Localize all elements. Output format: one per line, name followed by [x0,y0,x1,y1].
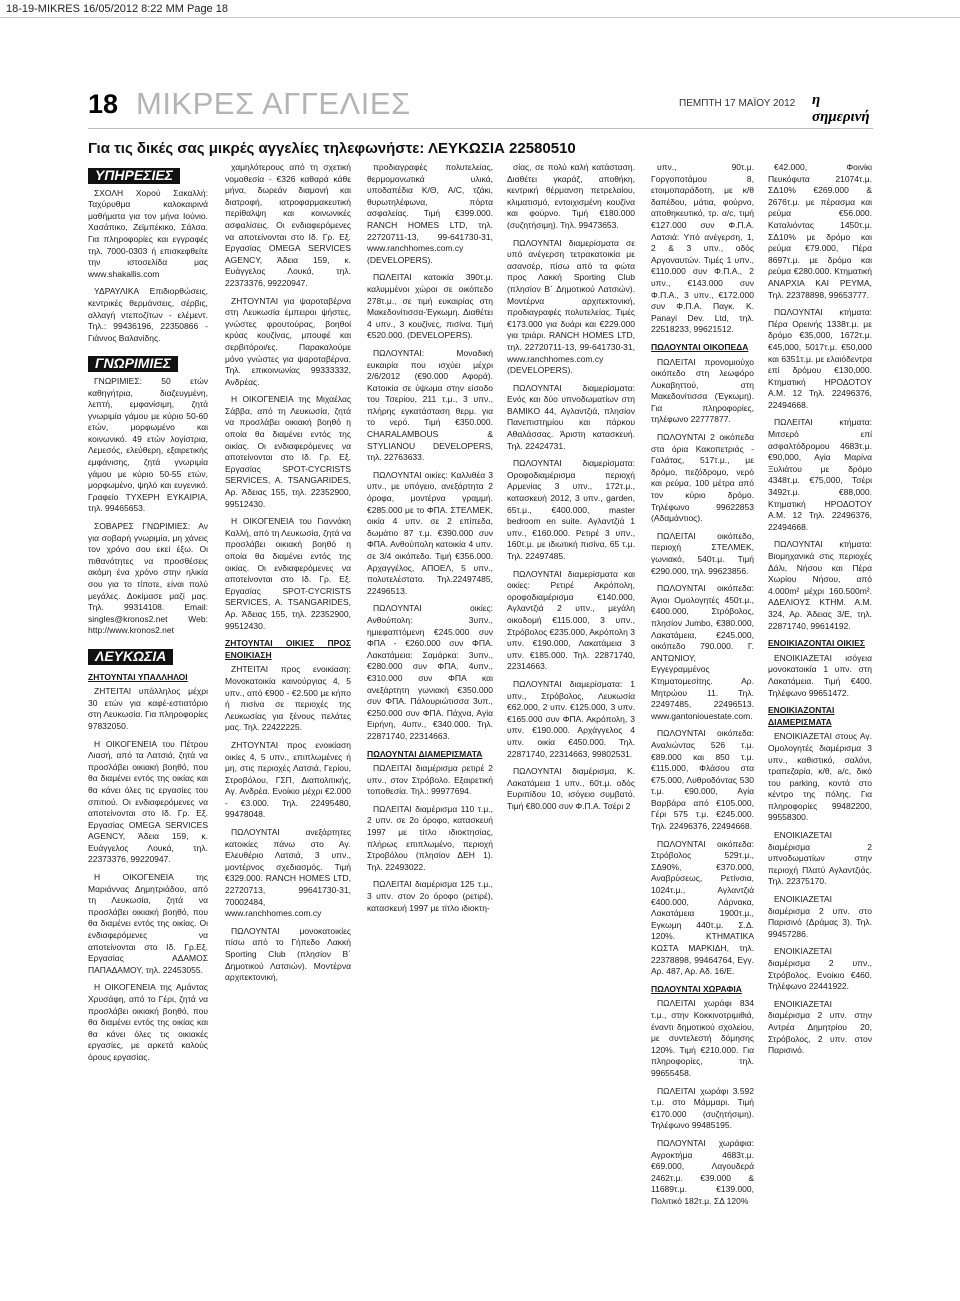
ad: ΠΩΛΟΥΝΤΑΙ μονοκατοικίες πίσω από το Γήπεδο Λακκή Sporting Club (πλησίον Β΄ Δημοτικού Λατσιών). Μοντέρνα αρχιτεκτονική, [225,925,351,983]
pdf-header: 18-19-MIKRES 16/05/2012 8:22 MM Page 18 [0,0,960,18]
ad: ΠΩΛΟΥΝΤΑΙ διαμερίσματα: 1 υπν., Στρόβολος, Λευκωσία €62.000, 2 υπν. €125.000, 3 υπν. €165.000 συν ΦΠΑ. Ακρόπολη, 3 υπν. €190.000. Αρχάγγελος 4 υπν. οικία €450.000. Τηλ. 22871740, 22314663, 99802531. [507,678,635,759]
section-title: ΜΙΚΡΕΣ ΑΓΓΕΛΙΕΣ [136,86,411,121]
ad: ΕΝΟΙΚΙΑΖΕΤΑΙ διαμέρισμα 2 υπνοδωματίων στην περιοχή Πλατύ Αγλαντζιάς. Τηλ. 22375170. [768,830,872,887]
ad: ΠΩΛΟΥΝΤΑΙ διαμέρισμα, Κ. Λακατάμεια 1 υπν., 60τ.μ. οδός Ευριπίδου 10, ισόγειο συμβατό. Τιμή €80.000 συν Φ.Π.Α. Τσέρι 2 [507,766,635,811]
column-2 [225,162,351,1297]
subcategory-houses-for-rent-wanted: ΖΗΤΟΥΝΤΑΙ ΟΙΚΙΕΣ ΠΡΟΣ ΕΝΟΙΚΙΑΣΗ [225,638,351,660]
ad: ΠΩΛΕΙΤΑΙ κατοικία 390τ.μ. καλυμμένοι χώροι σε οικόπεδο 278τ.μ., σε τιμή ευκαιρίας στη Μακεδονίτισσα-Έγκωμη. Διαθέτει 4 υπν., 3 κουζίνες, πισίνα. Τιμή €520.000. (DEVELOPERS). [367,272,493,341]
column-5 [651,162,754,1297]
ad: προδιαγραφές πολυτελείας, θερμομονωτικά υλικά, υποδαπέδια Κ/Θ, A/C, τζάκι, θυρωτηλέφωνα, πόρτα ασφαλείας. Τιμή €399.000. RANCH HOMES LTD, τηλ. 22720711-13, 99-641730-31, www.ranchhomes.com.cy (DEVELOPERS). [367,162,493,265]
ad: ΠΩΛΟΥΝΤΑΙ χωράφια: Αγροκτήμα 4683τ.μ. €69.000, Λαγουδερά 2462τ.μ. €39.000 & 11689τ.μ. €139.000, Πολιτικό 182τ.μ. ΣΔ 120% [651,1137,754,1206]
ad: ΠΩΛΟΥΝΤΑΙ διαμερίσματα σε υπό ανέγερση τετρακατοικία με ασανσέρ, πίσω από τα φώτα προς Λακκή Sporting Club (πλησίον Β΄ Δημοτικού Λατσιών). Μοντέρνα αρχιτεκτονική, προδιαγραφές πολυτελείας. Τιμές €173.000 για δυάρι και €229.000 για τριάρι. RANCH HOMES LTD, τηλ. 22720711-13, 99-641730-31, www.ranchhomes.com.cy (DEVELOPERS). [507,237,635,376]
column-1 [88,162,208,1297]
ad: ΠΩΛΟΥΝΤΑΙ διαμερίσματα και οικίες: Ρετιρέ Ακρόπολη, ορoφοδιαμέρισμα €140.000, Αγλαντζιά 2 υπν., μεγάλη οικοδομή €115.000, 3 υπν., Στρόβολος €235.000, Ακρόπολη 3 υπν. €190.000, Λακατάμεια 3 υπν. €185.000. Τηλ. 22871740, 22314663. [507,568,635,672]
phone-banner: Για τις δικές σας μικρές αγγελίες τηλεφωνήστε: ΛΕΥΚΩΣΙΑ 22580510 [88,140,576,157]
category-nicosia: ΛΕΥΚΩΣΙΑ [88,649,173,665]
ad: ΠΩΛΕΙΤΑΙ διαμέρισμα 110 τ.μ., 2 υπν. σε 2ο όροφο, κατασκευή 1997 με τίτλο ιδιοκτησίας, πλήρως επιπλωμένο, περιοχή Στροβόλου (πλησίον ΔΕΗ 1). Τηλ. 22493022. [367,803,493,872]
category-acquaintances: ΓΝΩΡΙΜΙΕΣ [88,356,178,372]
ad: ΠΩΛΕΙΤΑΙ κτήματα: Μιτσερό επί ασφαλτόδρομου 4683τ.μ. €90,000, Αγία Μαρίνα Ξυλιάτου με δρόμο 4348τ.μ. €75,000, Τσέρι 3492τ.μ. €88,000. Κτηματική ΗΡΟΔΟΤΟΥ Α.Μ. 12 Τηλ. 22496376, 22494668. [768,417,872,532]
ad: ΖΗΤΕΙΤΑΙ υπάλληλος μέχρι 30 ετών για καφέ-εστιατόριο στη Λευκωσία. Για πληροφορίες 97832050. [88,686,208,731]
ad: ΖΗΤΟΥΝΤΑΙ προς ενοικίαση οικίες 4, 5 υπν., επιπλωμένες ή μη, στις περιοχές Λατσιά, Γερίου, Στροβόλου, ΓΣΠ, Διαπολιτικής, Αγ. Ανδρέα. Ενοίκιο μέχρι €2.000 - €3.000. Τηλ. 22495480, 99478048. [225,739,351,820]
ad: Η ΟΙΚΟΓΕΝΕΙΑ του Γιαννάκη Καλλή, από τη Λευκωσία, ζητά να προσλάβει οικιακή βοηθό η οποία θα διαμένει εντός της οικίας. Οι ενδιαφερόμενες να αποτείνονται στο Ιδ. Γρ. Εξ. Εργασίας SPOT-CYCRISTS SERVICES, A. TSANGARIDES, Αρ. Άδειας 155, τηλ. 22352900, 99512430. [225,516,351,631]
ad: ΠΩΛΕΙΤΑΙ οικόπεδο, περιοχή ΣΤΕΛΜΕΚ, γωνιακό, 540τ.μ. Τιμή €290.000, τηλ. 99623856. [651,530,754,576]
ad: ΠΩΛΟΥΝΤΑΙ οικόπεδα: Αναλιώντας 526 τ.μ. €89.000 και 850 τ.μ. €115.000, Φλάσου στα €75.000, Λυθροδόντας 530 τ.μ. €90.000, Αγία Βαρβάρα από €105.000, Γέρι 575 τ.μ. €245.000. Τηλ. 22496376, 22494668. [651,728,754,832]
subcategory-staff-wanted: ΖΗΤΟΥΝΤΑΙ ΥΠΑΛΛΗΛΟΙ [88,671,188,682]
ad: Η ΟΙΚΟΓΕΝΕΙΑ του Πέτρου Λιασή, από τα Λατσιά, ζητά να προσλάβει οικιακή βοηθό, που θα διαμένει εντός της οικίας και θα κάνει όλες τις εργασίες του σπιτιού. Οι ενδιαφερόμενες να αποτείνονται στο Ιδ. Γρ. Εξ. Εργασίας OMEGA SERVICES AGENCY, Άδεια 159, κ. Ευάγγελος Λουκά, τηλ. 22373376, 99220947. [88,738,208,865]
ad: ΠΩΛΕΙΤΑΙ διαμέρισμα 125 τ.μ., 3 υπν. στον 2ο όροφο (ρετιρέ), κατασκευή 1997 με τίτλο ιδιοκτη- [367,879,493,913]
subcategory-apartments-for-sale: ΠΩΛΟΥΝΤΑΙ ΔΙΑΜΕΡΙΣΜΑΤΑ [367,748,483,759]
column-4 [507,162,635,1297]
ad: ΠΩΛΕΙΤΑΙ χωράφι 3.592 τ.μ. στο Μάμμαρι. Τιμή €170.000 (συζητήσιμη). Τηλέφωνο 99485195. [651,1085,754,1131]
ad: ΠΩΛΕΙΤΑΙ προνομιούχο οικόπεδο στη λεωφόρο Λυκαβηττού, στη Μακεδονίτισσα (Έγκωμη). Για πληροφορίες, τηλέφωνο 22777877. [651,356,754,425]
ad: Η ΟΙΚΟΓΕΝΕΙΑ της Αμάντας Χρυσάφη, από το Γέρι, ζητά να προσλάβει οικιακή βοηθό, που θα διαμένει εντός της οικίας και θα κάνει όλες τις οικιακές εργασίες, με αρκετά καλούς όρους εργασίας. [88,982,208,1062]
ad: ΖΗΤΕΙΤΑΙ προς ενοικίαση: Μονοκατοικία καινούργιας 4, 5 υπν., από €900 - €2.500 με κήπο ή πισίνα σε περιοχές της Λευκωσίας για ξένους πελάτες μας. Τηλ. 22422225. [225,664,351,733]
category-services: ΥΠΗΡΕΣΙΕΣ [88,168,180,184]
ad: ΠΩΛΟΥΝΤΑΙ ανεξάρτητες κατοικίες πάνω στο Αγ. Ελευθέριο Λατσιά, 3 υπν., μοντέρνος σχεδιασμός. Τιμή €329.000. RANCH HOMES LTD, 22720713, 99641730-31, 70002484, www.ranchhomes.com.cy [225,827,351,919]
ad: ΕΝΟΙΚΙΑΖΕΤΑΙ ισόγεια μονοκατοικία 1 υπν. στη Λακατάμεια. Τιμή €400. Τηλέφωνο 99651472. [768,652,872,698]
page-number: 18 [88,89,119,119]
subcategory-plots-for-sale: ΠΩΛΟΥΝΤΑΙ ΟΙΚΟΠΕΔΑ [651,341,749,352]
ad: ΠΩΛΟΥΝΤΑΙ διαμερίσματα: Ενός και δύο υπνοδωματίων στη BAMIKO 44, Αγλαντζιά, πλησίον Πανεπιστημίου και πάρκου Αθαλάσσας. Άριστη κατασκευή. Τηλ. 22424731. [507,382,635,451]
ad: ΣΟΒΑΡΕΣ ΓΝΩΡΙΜΙΕΣ: Αν για σοβαρή γνωριμία, μη χάνεις τον χρόνο σου εκεί έξω. Οι πιθανότητες να προσθέσεις ακόμη ένα χρόνο στην ηλικία σου για το τίποτε, είναι πολύ μεγάλες. Δοκίμασε μαζί μας. Τηλ. 99314108. Email: singles@kronos2.net Web: http://www.kronos2.net [88,521,208,636]
ad: Η ΟΙΚΟΓΕΝΕΙΑ της Μιχαέλας Σάββα, από τη Λευκωσία, ζητά να προσλάβει οικιακή βοηθό η οποία θα διαμένει εντός της οικίας. Οι ενδιαφερόμενες να αποτείνονται στο Ιδ. Γρ. Εξ. Εργασίας SPOT-CYCRISTS SERVICES, A. TSANGARIDES, Αρ. Άδειας 155, τηλ. 22352900, 99512430. [225,394,351,509]
subcategory-houses-for-rent: ΕΝΟΙΚΙΑΖΟΝΤΑΙ ΟΙΚΙΕΣ [768,638,866,649]
ad: €42.000, Φοινίκι Πευκόφυτα 21074τ.μ. ΣΔ10% €269.000 & 2676τ.μ. με πέρασμα και ρεύμα €56.000. Καταλιόντας 1450τ.μ. ΣΔ10% με δρόμο και ρεύμα €79.000, Πέρα 8697τ.μ. με δρόμο και ρεύμα €280.000. Κτηματική ΑΝΑΡΧΙΑ ΚΑΙ ΡΕΥΜΑ, Τηλ. 22378898, 99653777. [768,162,872,300]
newspaper-logo: η σημερινή [812,92,870,125]
ad: ΠΩΛΟΥΝΤΑΙ: Μοναδική ευκαιρία που ισχύει μέχρι 2/6/2012 (€90.000 Αφορά). Κατοικία σε ύψωμα στην είσοδο του Τσερίου, 211 τ.μ., 3 υπν., πλήρης εγκατάσταση θερμ. για το νερό. Τιμή €350.000. CHARALAMBOUS & STYLIANOU DEVELOPERS, τηλ. 22763633. [367,347,493,463]
ad: ΕΝΟΙΚΙΑΖΕΤΑΙ στους Αγ. Ομολογητές διαμέρισμα 3 υπν., καθιστικό, σαλόνι, τραπεζαρία, κ/θ, a/c, δικό του parking, κοντά στο κέντρο της πόλης. Για πληροφορίες 99482200, 99558300. [768,731,872,823]
ad: ΠΩΛΟΥΝΤΑΙ 2 οικόπεδα στα όρια Κακοπετριάς - Γαλάτας, 517τ.μ., με δρόμο, πεζόδρομο, νερό και ρεύμα, 100 μέτρα από τον κύριο δρόμο. Τηλέφωνο 99622853 (Αδαμάντιος). [651,432,754,524]
issue-date: ΠΕΜΠΤΗ 17 ΜΑΪΟΥ 2012 [679,98,796,109]
ad: ΖΗΤΟΥΝΤΑΙ για ψαροταβέρνα στη Λευκωσία έμπειροι ψήστες, γνώστες φρουτούρας, βοηθοί κρύας κουζίνας, μπουφέ και σερβιτόροι/ες. Παρακαλούμε μόνο γνώστες για ψαροταβέρνα. Τηλ. επικοινωνίας 99333332, Ανδρέας. [225,295,351,387]
ad: ΠΩΛΕΙΤΑΙ διαμέρισμα ρετιρέ 2 υπν., στον Στρόβολο. Εξαιρετική τοποθεσία. Τηλ.: 99977694. [367,763,493,797]
subcategory-fields-for-sale: ΠΩΛΟΥΝΤΑΙ ΧΩΡΑΦΙΑ [651,983,742,994]
page-header [88,86,873,126]
column-6 [768,162,872,1297]
ad: ΥΔΡΑΥΛΙΚΑ Επιδιορθώσεις, κεντρικές θερμάνσεις, σέρβις, αλλαγή ντεποζίτων - ελέμεντ. Τηλ.: 99436196, 22350866 - Γιάννος Βαλανίδης. [88,286,208,343]
column-3 [367,162,493,1297]
ad: ΕΝΟΙΚΙΑΖΕΤΑΙ διαμέρισμα 2 υπν., Στρόβολος. Ενοίκιο €460. Τηλέφωνο 22441922. [768,946,872,992]
ad: σίας, σε πολύ καλή κατάσταση. Διαθέτει γκαράζ, αποθήκη, κεντρική θέρμανση πετρελαίου, κλιματισμό, εντοιχισμένη κουζίνα και φούρνο. Τιμή €180.000 (συζητήσιμη). Τηλ. 99473653. [507,162,635,230]
ad: ΠΩΛΟΥΝΤΑΙ κτήματα: Πέρα Ορεινής 1338τ.μ. με δρόμο €35,000, 1672τ.μ. €45,000, 5017τ.μ. €50,000 και 6351τ.μ. με ελαιόδεντρα επί δρόμου €130,000. Κτηματική ΗΡΟΔΟΤΟΥ Α.Μ. 12 Τηλ. 22496376, 22494668. [768,307,872,410]
ad: χαμηλότερους από τη σχετική νομοθεσία - €326 καθαρά κάθε μήνα, δωρεάν διαμονή και διατροφή, ιατροφαρμακευτική περίθαλψη και κοινωνικές ασφαλίσεις. Οι ενδιαφερόμενες να αποτείνονται στο Ιδ. Γρ. Εξ. Εργασίας OMEGA SERVICES AGENCY, Άδεια 159, κ. Ευάγγελος Λουκά, τηλ. 22373376, 99220947. [225,162,351,288]
header-rule [88,128,873,129]
ad: ΠΩΛΟΥΝΤΑΙ οικίες: Ανθούπολη: 3υπν., ημιεφαπτόμενη €245.000 συν ΦΠΑ - €260.000 συν ΦΠΑ. Λακατάμεια: Σαμάρκα: 3υπν., €280.000 συν ΦΠΑ, 4υπν., €310.000 συν ΦΠΑ και ανεξάρτητη γωνιακή €350.000 συν ΦΠΑ. Πάλουριώτισσα 3υπ., €250.000 συν ΦΠΑ. Πάχνα, Αγία Ειρήνη, 4υπν., €340.000. Τηλ. 22871740, 22314663. [367,603,493,741]
ad: ΠΩΛΟΥΝΤΑΙ οικόπεδα: Στρόβολος 529τ.μ., ΣΔ90%, €370.000, Αναβρύσεως, Ρετίνσια, 1024τ.μ., Αγλαντζιά €400.000, Λάρνακα, Λακατάμεια 1900τ.μ., Εγκωμη 440τ.μ. Σ.Δ. 120%. ΚΤΗΜΑΤΙΚΑ ΚΩΣΤΑ ΜΑΡΚΙΔΗ, τηλ. 22378898, 99464764, Εγγ. Αρ. 487, Αρ. Αδ. 16/Ε. [651,838,754,977]
ad: υπν., 90τ.μ. Γοργοποτάμου 8, ετοιμοπαράδοτη, με κ/θ δαπέδου, μάτια, φούρνο, αποθηκευτικό, τρ. α/c, τιμή €127.000 συν Φ.Π.Α. Λατσιά: Υπό ανέγερση, 1, 2 & 3 υπν., οδός Αργοναυτών. Τιμές 1 υπν., €110.000 συν Φ.Π.Α., 2 υπν., €143.000 συν Φ.Π.Α., 3 υπν., €172.000 συν Φ.Π.Α. Παγκ. Κ. Panayi Dev. Ltd, τηλ. 22518233, 99621512. [651,162,754,335]
ad: ΕΝΟΙΚΙΑΖΕΤΑΙ διαμέρισμα 2 υπν. στο Παρισινό (Δράμας 3). Τηλ. 99457286. [768,894,872,939]
ad: ΠΩΛΟΥΝΤΑΙ κτήματα: Βιομηχανικά στις περιοχές Δάλι, Νήσου και Πέρα Χωρίου Νήσου, από 4.000m² μέχρι 160.500m². ΑΔΕΛΙΟΥΣ ΚΤΗΜ. Α.Μ. 324, Αρ. Άδειας 3/Ε, τηλ. 22871740, 99614192. [768,539,872,631]
ad: ΠΩΛΟΥΝΤΑΙ διαμερίσματα: Ορoφοδιαμέρισμα περιοχή Αρμενίας 3 υπν., 172τ.μ., κατασκευή 2012, 3 υπν., garden, 65τ.μ., €400.000, master bedroom en suite. Αγλαντζιά 1 υπν., €160.000. Ρετιρέ 3 υπν., 160τ.μ. με ιδιωτική πισίνα, 65 τ.μ. Τηλ. 22497485. [507,458,635,561]
ad: ΠΩΛΕΙΤΑΙ χωράφι 834 τ.μ., στην Κοκκινοτριμιθιά, έναντι δημοτικού σχολείου, με συντελεστή δόμησης 120%. Τιμή €210.000. Για πληροφορίες, τηλ. 99655458. [651,998,754,1078]
ad: Η ΟΙΚΟΓΕΝΕΙΑ της Μαριάννας Δημητριάδου, από τη Λευκωσία, ζητά να προσλάβει οικιακή βοηθό, που θα διαμένει εντός της οικίας. Οι ενδιαφερόμενες να αποτείνονται στο Ιδ. Γρ.Εξ. Εργασίας ΑΔΑΜΟΣ ΠΑΠΑΔΑΜΟΥ, τηλ. 22453055. [88,872,208,975]
ad: ΓΝΩΡΙΜΙΕΣ: 50 ετών καθηγήτρια, διαζευγμένη, λεπτή, εμφανίσιμη, ζητά γνωριμία γάμου με κύριο 50-60 ετών, μορφωμένο και κοινωνικό. 49 ετών λογίστρια, Λεμεσός, ελεύθερη, εξαιρετικής εμφάνισης, ζητά γνωριμία γάμου με κύριο 50-55 ετών, μορφωμένο, ψηλό και ευγενικό. Γραφείο ΤΥΧΕΡΗ ΕΥΚΑΙΡΙΑ, τηλ. 99465653. [88,375,208,514]
ad: ΠΩΛΟΥΝΤΑΙ οικόπεδα: Άγιοι Ομολογητές 450τ.μ., €400.000, Στρόβολος, πλησίον Jumbo, €380.000, Λακατάμεια, €245.000, οικόπεδο 790.000. Γ. ΑΝΤΩΝΙΟΥ, Εγγεγραμμένος Κτηματομεσίτης. Αρ. Μητρώου 11. Τηλ. 22497485, 22496513. www.gantoniouestate.com. [651,583,754,721]
ad: ΕΝΟΙΚΙΑΖΕΤΑΙ διαμέρισμα 2 υπν. στην Αντρέα Δημητρίου 20, Στρόβολος, 2 υπν. στον Παρισινό. [768,998,872,1056]
ad: ΣΧΟΛΗ Χορού Σακαλλή: Ταχύρυθμα καλοκαιρινά μαθήματα για τον μήνα Ιούνιο. Χασάπικο, Ζεϊμπέκικο, Σάλσα. Για πληροφορίες και εγγραφές τηλ. 7000-0303 ή επισκεφθείτε την ιστοσελίδα μας www.shakallis.com [88,187,208,279]
ad: ΠΩΛΟΥΝΤΑΙ οικίες: Καλλιθέα 3 υπν., με υπόγειο, ανεξάρτητα 2 όροφα, μοντέρνα γραμμή. €285.000 με το ΦΠΑ. ΣΤΕΛΜΕΚ, οικία 4 υπν. σε 2 επίπεδα, δωμάτιο 87 τ.μ. €390.000 συν ΦΠΑ. Ανθούπολη κατοικία 4 υπν. σε 3/4 οικόπεδο. Τιμή €356.000. Αρχαγγέλος, ΑΠΟΕΛ, 5 υπν., πολυτελέστατο. Τηλ.22497485, 22496513. [367,469,493,596]
subcategory-apartments-for-rent: ΕΝΟΙΚΙΑΖΟΝΤΑΙ ΔΙΑΜΕΡΙΣΜΑΤΑ [768,705,835,727]
